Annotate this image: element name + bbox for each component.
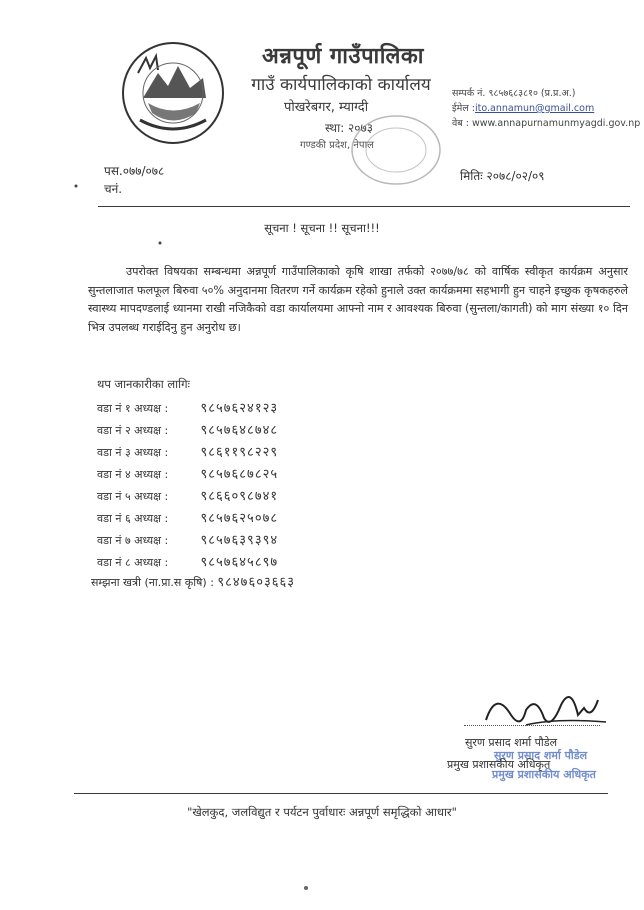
- letter-date: मितिः २०७८/०२/०९: [460, 169, 545, 183]
- ward-label: वडा नं ४ अध्यक्ष :: [97, 468, 169, 481]
- phone-value: ९८५७६८३८१० (प्र.प्र.अ.): [488, 88, 576, 99]
- dispatch-number: चनं.: [104, 182, 123, 196]
- reference-number: पस.०७७/०७८: [104, 164, 165, 178]
- contact-person-label: सम्झना खत्री (ना.प्रा.स कृषि) :: [91, 576, 214, 589]
- notice-body: उपरोक्त विषयका सम्बन्धमा अन्नपूर्ण गाउँपालिकाको कृषि शाखा तर्फको २०७७/७८ को वार्षिक स्वीकृत कार्यक्रम अनुसार सुन्तलाजात फलफूल बिरुवा ५०% अनुदानमा वितरण गर्ने कार्यक्रम रहेको हुनाले उक्त कार्यक्रममा सहभागी हुन चाहने इच्छुक कृषकहरुले स्वास्थ्य मापदण्डलाई ध्यानमा राखी नजिकैको वडा कार्यालयमा आफ्नो नाम र आवश्यक बिरुवा (सुन्तला/कागती) को माग संख्या १० दिन भित्र उपलब्ध गराईदिनु हुन अनुरोध छ।: [88, 265, 628, 334]
- ward-phone: ९८५७६४८७४८: [200, 423, 279, 438]
- contact-person-phone: ९८४७६०३६६३: [217, 575, 296, 590]
- more-info-label: थप जानकारीका लागिः: [97, 377, 190, 391]
- ward-label: वडा नं १ अध्यक्ष :: [97, 402, 169, 415]
- signatory-name: सुरण प्रसाद शर्मा पौडेल: [465, 736, 558, 749]
- signatory-stamp-name: सुरण प्रसाद शर्मा पौडेल: [494, 749, 588, 762]
- ward-label: वडा नं २ अध्यक्ष :: [97, 424, 169, 437]
- signatory-role: प्रमुख प्रशासकीय अधिकृत: [447, 758, 551, 771]
- office-address: पोखरेबगर, म्याग्दी: [284, 100, 369, 115]
- ward-phone: ९८५७६३९३९४: [200, 533, 279, 548]
- email-label: ईमेल :: [452, 103, 476, 114]
- email-link[interactable]: ito.annamun@gmail.com: [475, 103, 595, 114]
- phone-label: सम्पर्क नं.: [452, 88, 486, 99]
- ward-phone: ९८५७६२४१२३: [200, 401, 279, 416]
- municipality-title: अन्नपूर्ण गाउँपालिका: [262, 44, 424, 69]
- notice-heading: सूचना ! सूचना !! सूचना!!!: [264, 221, 380, 235]
- ward-label: वडा नं ८ अध्यक्ष :: [97, 556, 169, 569]
- ward-phone: ९८६११९८२२९: [200, 445, 279, 460]
- ward-label: वडा नं ३ अध्यक्ष :: [97, 446, 169, 459]
- ward-label: वडा नं ६ अध्यक्ष :: [97, 512, 169, 525]
- office-subtitle: गाउँ कार्यपालिकाको कार्यालय: [251, 75, 431, 95]
- ward-phone: ९८५७६८७८२५: [200, 467, 279, 482]
- footer-slogan: "खेलकुद, जलविद्युत र पर्यटन पुर्वाधारः अन्नपूर्ण समृद्धिको आधार": [187, 805, 457, 819]
- ward-label: वडा नं ५ अध्यक्ष :: [97, 490, 169, 503]
- province-name: गण्डकी प्रदेश, नेपाल: [300, 140, 374, 151]
- ward-label: वडा नं ७ अध्यक्ष :: [97, 534, 169, 547]
- web-link[interactable]: www.annapurnamunmyagdi.gov.np: [471, 118, 641, 129]
- web-label: वेब :: [452, 118, 469, 129]
- established-year: स्था: २०७३: [325, 121, 374, 135]
- ward-phone: ९८५७६४५८९७: [200, 555, 279, 570]
- ward-phone: ९८५७६२५०७८: [200, 511, 279, 526]
- ward-phone: ९८६६०९८७४१: [200, 489, 279, 504]
- signatory-stamp-role: प्रमुख प्रशासकीय अधिकृत: [492, 768, 596, 781]
